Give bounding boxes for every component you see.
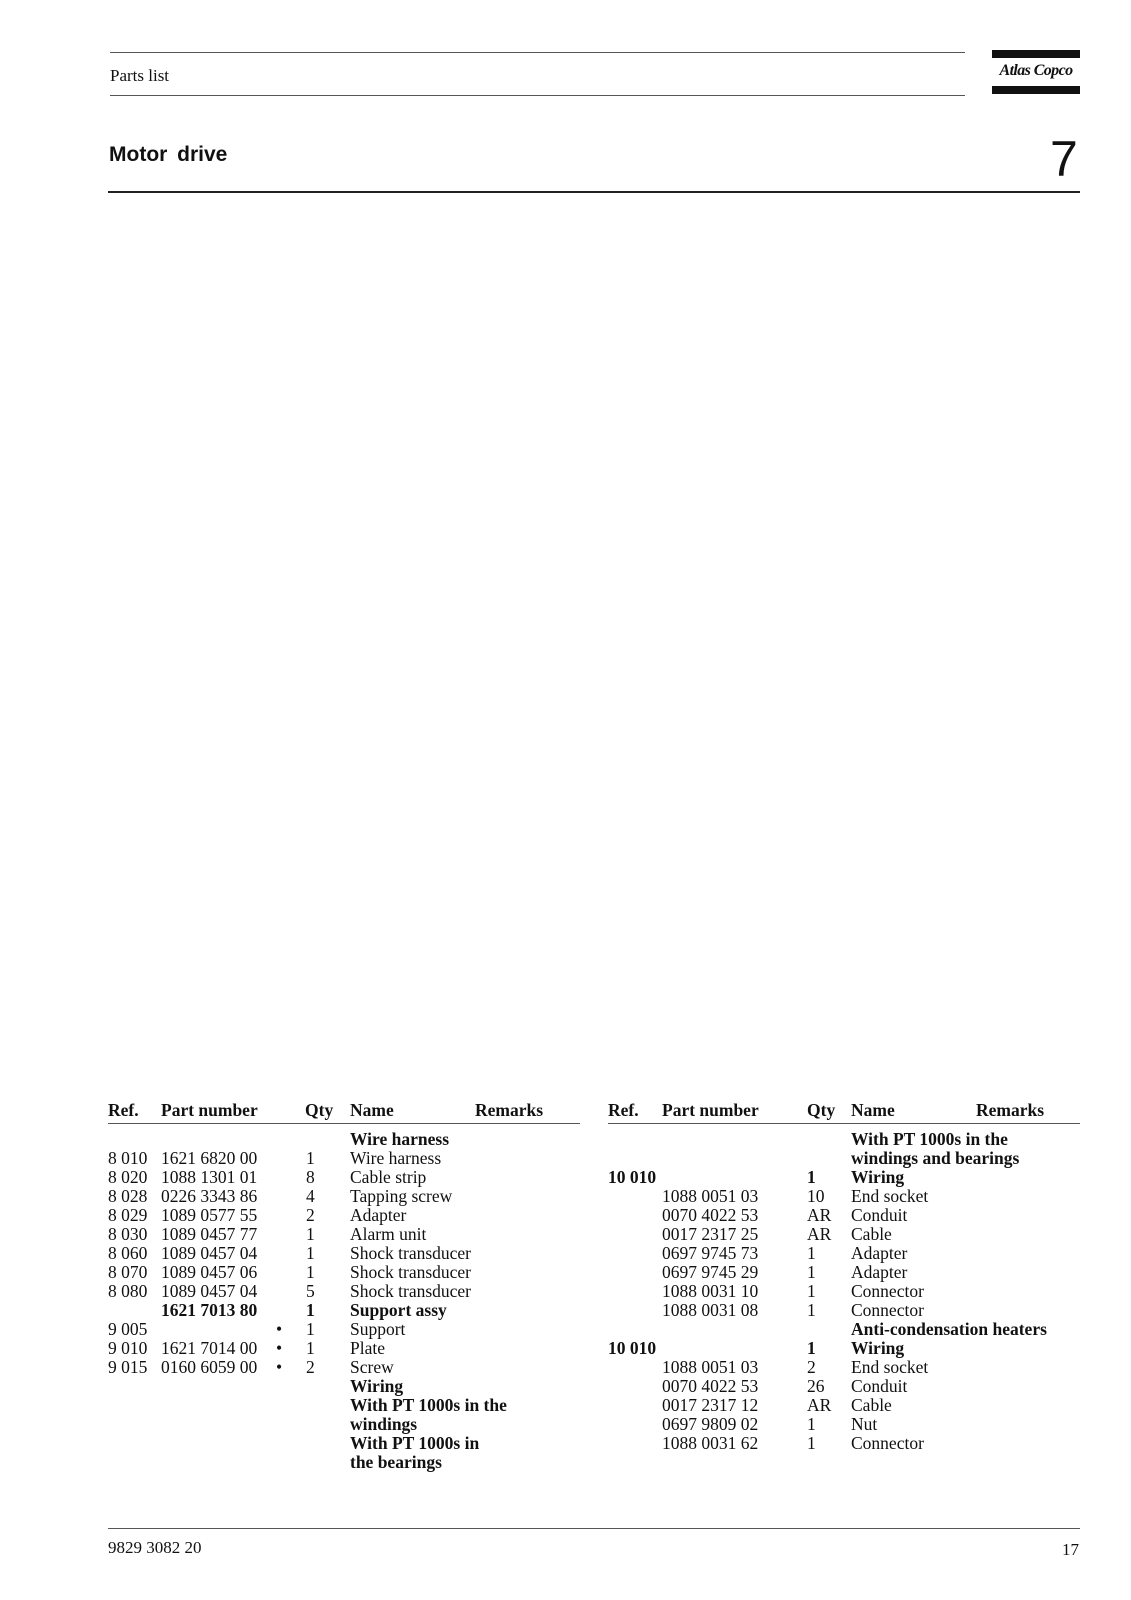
cell-qty: 1 bbox=[306, 1148, 315, 1168]
cell-name: End socket bbox=[851, 1357, 929, 1377]
cell-part-number: 0017 2317 25 bbox=[662, 1224, 759, 1244]
cell-ref: 8 080 bbox=[108, 1281, 148, 1301]
table-row bbox=[608, 1206, 1080, 1225]
cell-part-number: 1089 0457 06 bbox=[161, 1262, 258, 1282]
cell-name: Wiring bbox=[851, 1167, 905, 1187]
col-header-remarks: Remarks bbox=[475, 1100, 544, 1120]
cell-qty: 1 bbox=[807, 1167, 816, 1187]
cell-qty: AR bbox=[807, 1224, 832, 1244]
title-rule bbox=[108, 191, 1080, 193]
cell-ref: 8 030 bbox=[108, 1224, 148, 1244]
table-row bbox=[108, 1377, 580, 1396]
cell-ref: 10 010 bbox=[608, 1338, 657, 1358]
logo-wordmark: Atlas Copco bbox=[999, 62, 1073, 79]
cell-name: Conduit bbox=[851, 1376, 908, 1396]
cell-name: Cable bbox=[851, 1224, 892, 1244]
table-row bbox=[608, 1263, 1080, 1282]
page-title: Motor drive bbox=[109, 143, 228, 166]
cell-part-number: 0070 4022 53 bbox=[662, 1205, 759, 1225]
cell-part-number: 1621 7013 80 bbox=[161, 1300, 258, 1320]
table-row bbox=[108, 1358, 580, 1377]
table-row bbox=[108, 1225, 580, 1244]
cell-qty: 2 bbox=[306, 1205, 315, 1225]
cell-part-number: 1088 0051 03 bbox=[662, 1357, 759, 1377]
cell-ref: 8 029 bbox=[108, 1205, 148, 1225]
cell-part-number: 0697 9745 73 bbox=[662, 1243, 759, 1263]
table-row bbox=[608, 1168, 1080, 1187]
cell-part-number: 0070 4022 53 bbox=[662, 1376, 759, 1396]
atlas-copco-logo bbox=[992, 50, 1080, 94]
col-header-qty: Qty bbox=[807, 1100, 836, 1120]
table-row bbox=[108, 1244, 580, 1263]
table-row bbox=[108, 1453, 580, 1472]
cell-name: With PT 1000s in the bbox=[350, 1395, 507, 1415]
col-header-part-number: Part number bbox=[161, 1100, 258, 1120]
cell-bullet: • bbox=[276, 1338, 283, 1358]
col-header-remarks: Remarks bbox=[976, 1100, 1045, 1120]
cell-qty: 1 bbox=[807, 1262, 816, 1282]
table-row bbox=[608, 1282, 1080, 1301]
cell-name: Adapter bbox=[851, 1243, 908, 1263]
cell-qty: 8 bbox=[306, 1167, 315, 1187]
page-number: 17 bbox=[1062, 1540, 1079, 1559]
cell-part-number: 0697 9809 02 bbox=[662, 1414, 759, 1434]
col-header-part-number: Part number bbox=[662, 1100, 759, 1120]
cell-qty: 1 bbox=[807, 1414, 816, 1434]
cell-name: Connector bbox=[851, 1300, 924, 1320]
cell-name: Wire harness bbox=[350, 1129, 450, 1149]
cell-ref: 8 028 bbox=[108, 1186, 148, 1206]
cell-name: Adapter bbox=[350, 1205, 407, 1225]
cell-qty: 2 bbox=[807, 1357, 816, 1377]
table-row bbox=[108, 1282, 580, 1301]
cell-ref: 9 005 bbox=[108, 1319, 148, 1339]
cell-name: Shock transducer bbox=[350, 1262, 472, 1282]
table-row bbox=[108, 1396, 580, 1415]
cell-name: Adapter bbox=[851, 1262, 908, 1282]
cell-name: windings bbox=[350, 1414, 418, 1434]
table-row bbox=[608, 1396, 1080, 1415]
table-row bbox=[608, 1434, 1080, 1453]
cell-qty: 10 bbox=[807, 1186, 825, 1206]
cell-part-number: 1621 6820 00 bbox=[161, 1148, 258, 1168]
table-header-rule bbox=[608, 1123, 1080, 1124]
table-row bbox=[608, 1358, 1080, 1377]
cell-name: With PT 1000s in bbox=[350, 1433, 480, 1453]
cell-name: Cable bbox=[851, 1395, 892, 1415]
cell-name: Screw bbox=[350, 1357, 394, 1377]
cell-qty: 1 bbox=[306, 1224, 315, 1244]
chapter-number: 7 bbox=[1050, 131, 1078, 187]
cell-qty: 1 bbox=[807, 1433, 816, 1453]
cell-name: Nut bbox=[851, 1414, 878, 1434]
cell-name: Connector bbox=[851, 1433, 924, 1453]
table-row bbox=[608, 1149, 1080, 1168]
header-top-rule bbox=[110, 52, 965, 53]
table-row bbox=[108, 1149, 580, 1168]
cell-ref: 9 015 bbox=[108, 1357, 148, 1377]
footer-rule bbox=[108, 1528, 1080, 1529]
cell-bullet: • bbox=[276, 1319, 283, 1339]
document-number: 9829 3082 20 bbox=[108, 1538, 202, 1557]
cell-name: End socket bbox=[851, 1186, 929, 1206]
cell-qty: 1 bbox=[306, 1338, 315, 1358]
cell-name: Tapping screw bbox=[350, 1186, 453, 1206]
cell-qty: 5 bbox=[306, 1281, 315, 1301]
table-row bbox=[108, 1263, 580, 1282]
cell-name: Wiring bbox=[350, 1376, 404, 1396]
cell-part-number: 1088 0031 62 bbox=[662, 1433, 759, 1453]
col-header-name: Name bbox=[851, 1100, 895, 1120]
cell-part-number: 0160 6059 00 bbox=[161, 1357, 258, 1377]
cell-name: the bearings bbox=[350, 1452, 442, 1472]
cell-part-number: 1088 0051 03 bbox=[662, 1186, 759, 1206]
table-row bbox=[108, 1187, 580, 1206]
cell-qty: 1 bbox=[306, 1300, 315, 1320]
cell-qty: 1 bbox=[807, 1300, 816, 1320]
cell-qty: 1 bbox=[306, 1262, 315, 1282]
table-row bbox=[608, 1320, 1080, 1339]
cell-qty: 1 bbox=[807, 1338, 816, 1358]
cell-qty: 1 bbox=[807, 1281, 816, 1301]
cell-part-number: 1089 0457 77 bbox=[161, 1224, 258, 1244]
cell-name: Conduit bbox=[851, 1205, 908, 1225]
cell-bullet: • bbox=[276, 1357, 283, 1377]
cell-part-number: 1089 0457 04 bbox=[161, 1243, 258, 1263]
cell-part-number: 1088 0031 08 bbox=[662, 1300, 759, 1320]
table-row bbox=[608, 1187, 1080, 1206]
table-row bbox=[608, 1130, 1080, 1149]
table-row bbox=[108, 1301, 580, 1320]
cell-name: Plate bbox=[350, 1338, 385, 1358]
table-row bbox=[608, 1301, 1080, 1320]
table-row bbox=[608, 1339, 1080, 1358]
header-section-label: Parts list bbox=[110, 66, 170, 85]
cell-part-number: 0697 9745 29 bbox=[662, 1262, 759, 1282]
table-row bbox=[608, 1225, 1080, 1244]
cell-part-number: 0017 2317 12 bbox=[662, 1395, 759, 1415]
cell-name: Wire harness bbox=[350, 1148, 442, 1168]
col-header-name: Name bbox=[350, 1100, 394, 1120]
cell-qty: AR bbox=[807, 1205, 832, 1225]
cell-name: Wiring bbox=[851, 1338, 905, 1358]
cell-name: Support assy bbox=[350, 1300, 447, 1320]
cell-ref: 8 060 bbox=[108, 1243, 148, 1263]
logo-bottom-bar bbox=[992, 86, 1080, 94]
cell-name: windings and bearings bbox=[851, 1148, 1020, 1168]
col-header-ref: Ref. bbox=[608, 1100, 639, 1120]
table-row bbox=[108, 1320, 580, 1339]
cell-name: Alarm unit bbox=[350, 1224, 427, 1244]
cell-name: Shock transducer bbox=[350, 1243, 472, 1263]
header-bottom-rule bbox=[110, 95, 965, 96]
cell-part-number: 0226 3343 86 bbox=[161, 1186, 258, 1206]
table-row bbox=[108, 1130, 580, 1149]
cell-name: Anti-condensation heaters bbox=[851, 1319, 1047, 1339]
cell-qty: 4 bbox=[306, 1186, 315, 1206]
table-row bbox=[108, 1415, 580, 1434]
cell-qty: 2 bbox=[306, 1357, 315, 1377]
cell-name: Cable strip bbox=[350, 1167, 427, 1187]
logo-top-bar bbox=[992, 50, 1080, 58]
col-header-ref: Ref. bbox=[108, 1100, 139, 1120]
cell-name: Support bbox=[350, 1319, 406, 1339]
cell-qty: 1 bbox=[306, 1243, 315, 1263]
cell-part-number: 1088 0031 10 bbox=[662, 1281, 759, 1301]
table-row bbox=[108, 1434, 580, 1453]
cell-ref: 8 010 bbox=[108, 1148, 148, 1168]
table-row bbox=[608, 1377, 1080, 1396]
cell-name: With PT 1000s in the bbox=[851, 1129, 1008, 1149]
cell-name: Connector bbox=[851, 1281, 924, 1301]
table-row bbox=[608, 1415, 1080, 1434]
cell-qty: AR bbox=[807, 1395, 832, 1415]
cell-ref: 8 070 bbox=[108, 1262, 148, 1282]
cell-name: Shock transducer bbox=[350, 1281, 472, 1301]
cell-ref: 8 020 bbox=[108, 1167, 148, 1187]
col-header-qty: Qty bbox=[305, 1100, 334, 1120]
cell-ref: 10 010 bbox=[608, 1167, 657, 1187]
cell-part-number: 1089 0577 55 bbox=[161, 1205, 258, 1225]
cell-part-number: 1621 7014 00 bbox=[161, 1338, 258, 1358]
table-row bbox=[108, 1206, 580, 1225]
cell-part-number: 1089 0457 04 bbox=[161, 1281, 258, 1301]
cell-qty: 26 bbox=[807, 1376, 825, 1396]
cell-part-number: 1088 1301 01 bbox=[161, 1167, 258, 1187]
table-row bbox=[108, 1168, 580, 1187]
cell-ref: 9 010 bbox=[108, 1338, 148, 1358]
table-row bbox=[108, 1339, 580, 1358]
cell-qty: 1 bbox=[306, 1319, 315, 1339]
table-row bbox=[608, 1244, 1080, 1263]
table-header-rule bbox=[108, 1123, 580, 1124]
cell-qty: 1 bbox=[807, 1243, 816, 1263]
